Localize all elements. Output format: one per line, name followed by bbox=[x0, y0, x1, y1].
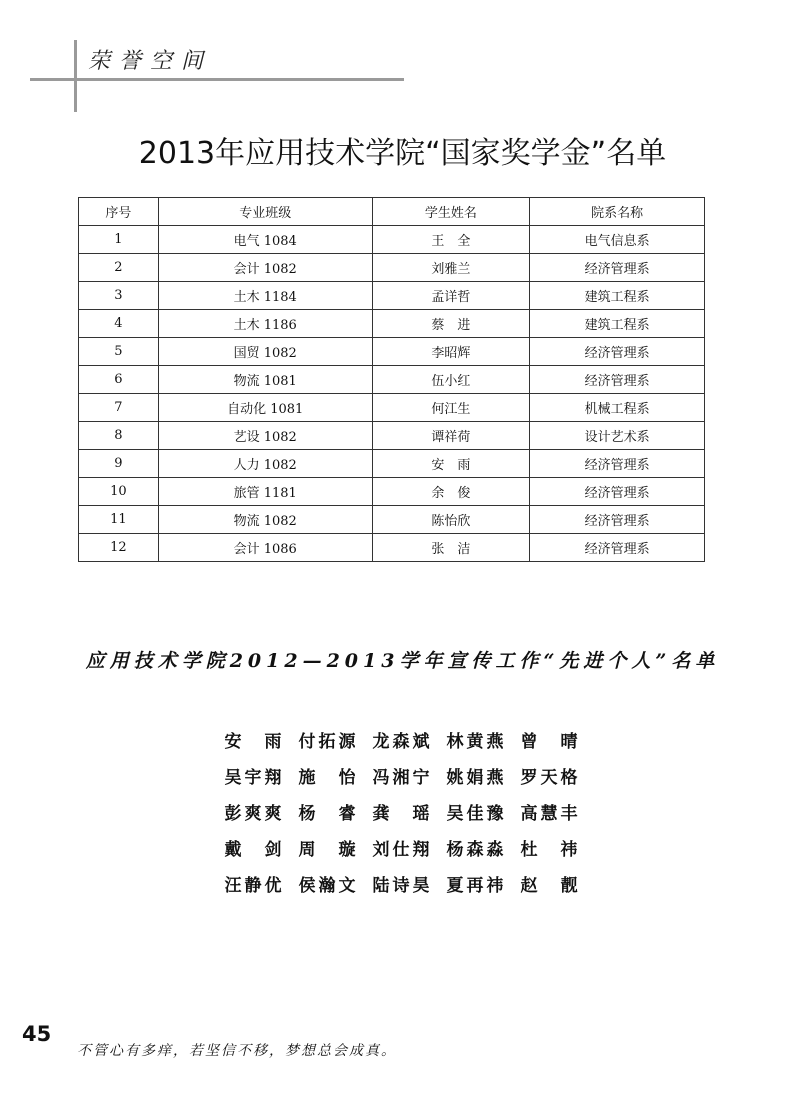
cell-department: 设计艺术系 bbox=[530, 422, 705, 450]
person-name: 罗天格 bbox=[520, 768, 581, 788]
table-row bbox=[79, 506, 705, 534]
column-header-department: 院系名称 bbox=[530, 198, 705, 226]
person-name: 姚娟燕 bbox=[446, 768, 507, 788]
cell-department: 经济管理系 bbox=[530, 338, 705, 366]
table-row bbox=[79, 254, 705, 282]
person-name: 曾 晴 bbox=[520, 732, 581, 752]
cell-department: 经济管理系 bbox=[530, 366, 705, 394]
cell-department: 经济管理系 bbox=[530, 254, 705, 282]
cell-index: 10 bbox=[79, 478, 159, 506]
table-row bbox=[79, 338, 705, 366]
person-name: 冯湘宁 bbox=[372, 768, 433, 788]
advanced-name-list bbox=[0, 728, 805, 908]
cell-index: 8 bbox=[79, 422, 159, 450]
cell-student: 刘雅兰 bbox=[372, 254, 530, 282]
cell-class: 物流 1081 bbox=[158, 366, 372, 394]
section-label: 荣誉空间 bbox=[88, 49, 213, 74]
cell-class: 土木 1186 bbox=[158, 310, 372, 338]
cell-class: 旅管 1181 bbox=[158, 478, 372, 506]
person-name: 施 怡 bbox=[298, 768, 359, 788]
cell-student: 谭祥荷 bbox=[372, 422, 530, 450]
cell-student: 安 雨 bbox=[372, 450, 530, 478]
person-name: 吴佳豫 bbox=[446, 804, 507, 824]
person-name: 侯瀚文 bbox=[298, 876, 359, 896]
cell-department: 建筑工程系 bbox=[530, 310, 705, 338]
cell-index: 9 bbox=[79, 450, 159, 478]
header-horizontal-rule bbox=[30, 78, 404, 81]
cell-class: 人力 1082 bbox=[158, 450, 372, 478]
name-row bbox=[0, 836, 805, 872]
cell-department: 经济管理系 bbox=[530, 506, 705, 534]
person-name: 汪静优 bbox=[224, 876, 285, 896]
person-name: 高慧丰 bbox=[520, 804, 581, 824]
cell-class: 土木 1184 bbox=[158, 282, 372, 310]
person-name: 林黄燕 bbox=[446, 732, 507, 752]
header-vertical-rule bbox=[74, 40, 77, 112]
table-row bbox=[79, 478, 705, 506]
column-header-student: 学生姓名 bbox=[372, 198, 530, 226]
person-name: 赵 靓 bbox=[520, 876, 581, 896]
cell-class: 电气 1084 bbox=[158, 226, 372, 254]
table-row bbox=[79, 282, 705, 310]
cell-student: 伍小红 bbox=[372, 366, 530, 394]
person-name: 杨森淼 bbox=[446, 840, 507, 860]
person-name: 付拓源 bbox=[298, 732, 359, 752]
person-name: 陆诗昊 bbox=[372, 876, 433, 896]
cell-student: 陈怡欣 bbox=[372, 506, 530, 534]
person-name: 杜 祎 bbox=[520, 840, 581, 860]
cell-student: 张 洁 bbox=[372, 534, 530, 562]
cell-index: 7 bbox=[79, 394, 159, 422]
cell-index: 6 bbox=[79, 366, 159, 394]
cell-student: 李昭辉 bbox=[372, 338, 530, 366]
cell-department: 经济管理系 bbox=[530, 534, 705, 562]
cell-student: 何江生 bbox=[372, 394, 530, 422]
table-row bbox=[79, 394, 705, 422]
footer-motto: 不管心有多痒，若坚信不移，梦想总会成真。 bbox=[77, 1043, 397, 1059]
person-name: 戴 剑 bbox=[224, 840, 285, 860]
name-row bbox=[0, 872, 805, 908]
cell-student: 孟详哲 bbox=[372, 282, 530, 310]
table-header-row bbox=[79, 198, 705, 226]
cell-class: 会计 1086 bbox=[158, 534, 372, 562]
cell-index: 3 bbox=[79, 282, 159, 310]
table-row bbox=[79, 366, 705, 394]
person-name: 安 雨 bbox=[224, 732, 285, 752]
page-number: 45 bbox=[22, 1022, 52, 1046]
cell-department: 建筑工程系 bbox=[530, 282, 705, 310]
cell-department: 经济管理系 bbox=[530, 478, 705, 506]
cell-department: 经济管理系 bbox=[530, 450, 705, 478]
cell-index: 1 bbox=[79, 226, 159, 254]
cell-student: 蔡 进 bbox=[372, 310, 530, 338]
cell-student: 王 全 bbox=[372, 226, 530, 254]
person-name: 杨 睿 bbox=[298, 804, 359, 824]
cell-department: 电气信息系 bbox=[530, 226, 705, 254]
scholarship-table bbox=[78, 197, 705, 562]
cell-index: 4 bbox=[79, 310, 159, 338]
table-row bbox=[79, 226, 705, 254]
advanced-list-title: 应用技术学院2012—2013学年宣传工作“先进个人”名单 bbox=[85, 650, 720, 672]
page-title: 2013年应用技术学院“国家奖学金”名单 bbox=[138, 136, 667, 171]
table-row bbox=[79, 450, 705, 478]
cell-department: 机械工程系 bbox=[530, 394, 705, 422]
column-header-class: 专业班级 bbox=[158, 198, 372, 226]
cell-class: 艺设 1082 bbox=[158, 422, 372, 450]
cell-class: 自动化 1081 bbox=[158, 394, 372, 422]
cell-index: 11 bbox=[79, 506, 159, 534]
cell-class: 会计 1082 bbox=[158, 254, 372, 282]
person-name: 吴宇翔 bbox=[224, 768, 285, 788]
person-name: 夏再祎 bbox=[446, 876, 507, 896]
person-name: 刘仕翔 bbox=[372, 840, 433, 860]
table-row bbox=[79, 310, 705, 338]
person-name: 周 璇 bbox=[298, 840, 359, 860]
table-row bbox=[79, 422, 705, 450]
cell-index: 12 bbox=[79, 534, 159, 562]
cell-index: 2 bbox=[79, 254, 159, 282]
table-row bbox=[79, 534, 705, 562]
column-header-index: 序号 bbox=[79, 198, 159, 226]
cell-class: 物流 1082 bbox=[158, 506, 372, 534]
name-row bbox=[0, 800, 805, 836]
name-row bbox=[0, 764, 805, 800]
cell-class: 国贸 1082 bbox=[158, 338, 372, 366]
person-name: 龙森斌 bbox=[372, 732, 433, 752]
name-row bbox=[0, 728, 805, 764]
person-name: 彭爽爽 bbox=[224, 804, 285, 824]
cell-student: 余 俊 bbox=[372, 478, 530, 506]
cell-index: 5 bbox=[79, 338, 159, 366]
person-name: 龚 瑶 bbox=[372, 804, 433, 824]
